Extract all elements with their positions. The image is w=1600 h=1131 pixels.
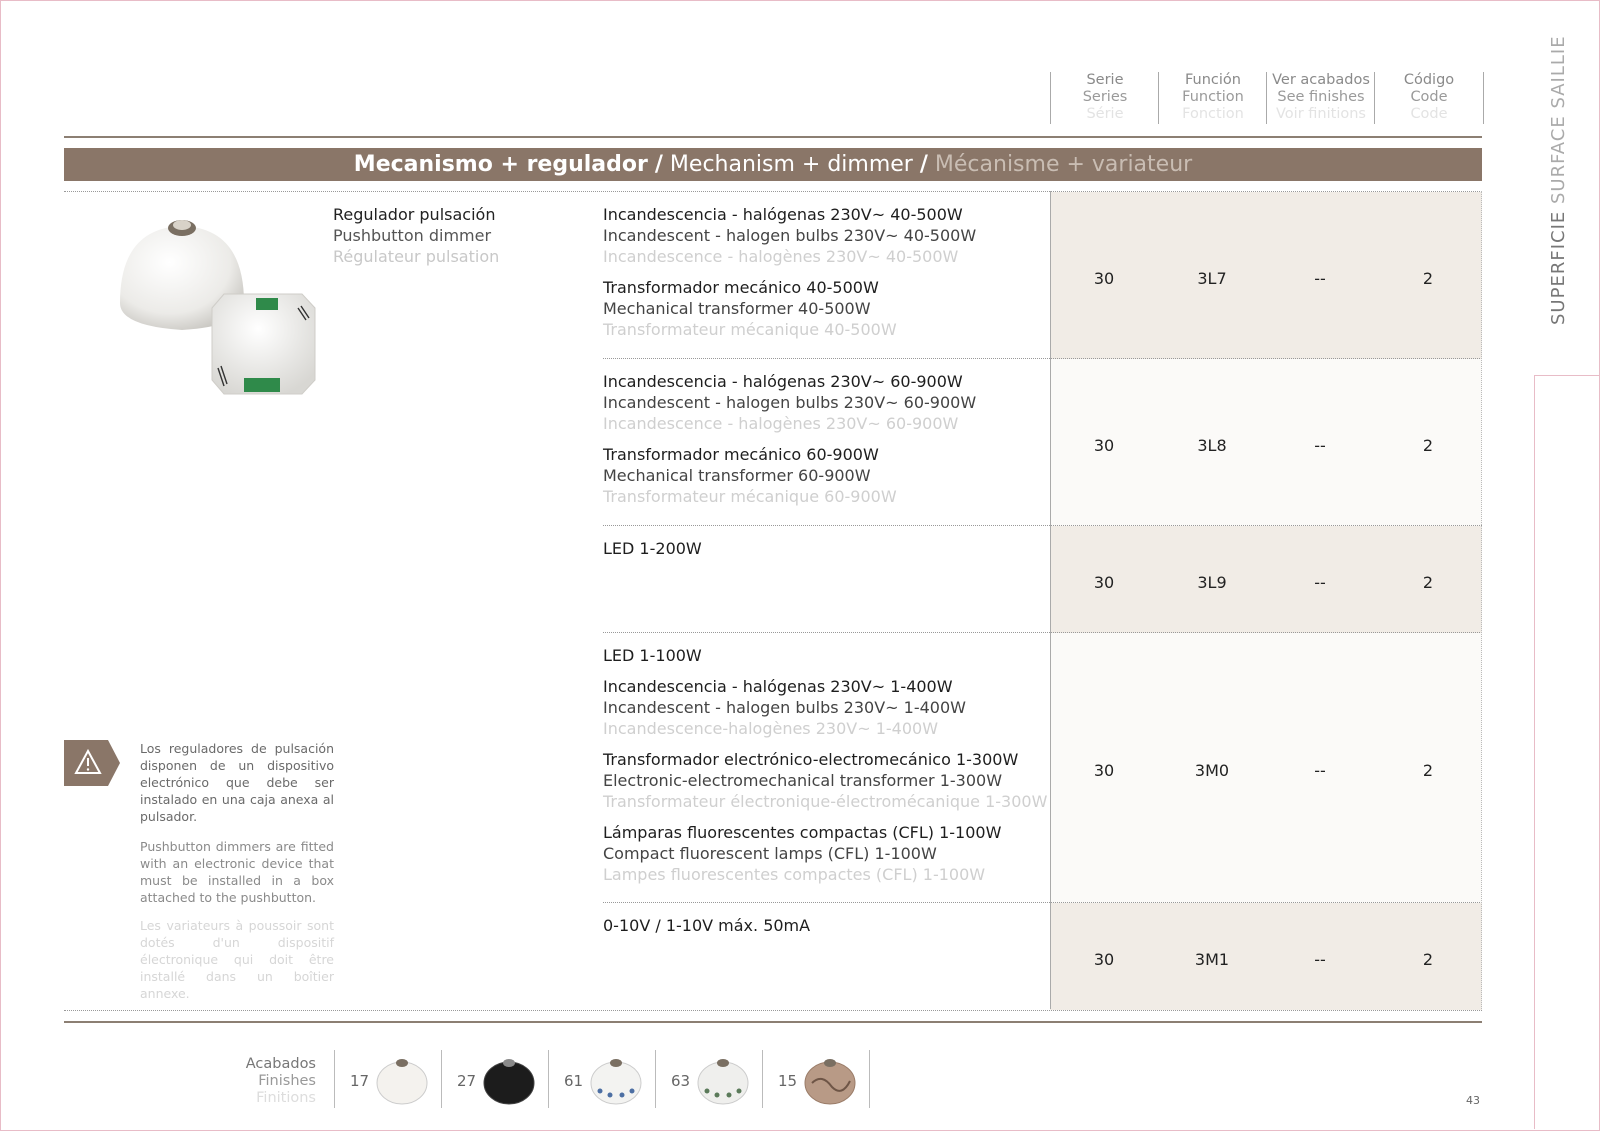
row-1-funcion: 3L7 [1197,269,1227,288]
table-row-3-description: LED 1-200W [603,539,702,558]
finish-swatch-15[interactable] [802,1053,858,1105]
finish-swatch-63[interactable] [695,1053,751,1105]
note-text-fr: Les variateurs à poussoir sont dotés d'un dispositif électronique qui doit être installé dans un boîtier annexe. [140,918,334,1001]
table-row-1-description: Incandescencia - halógenas 230V~ 40-500W Incandescent - halogen bulbs 230V~ 40-500W Incandescence - halogènes 230V~ 40-500W Transformador mecánico 40-500W Mechanical transformer 40-500W Transformateur mécanique 40-500W [603,205,977,339]
row-3-codigo: 2 [1422,573,1434,592]
bottom-rule [64,1021,1482,1023]
row-4-acabados: -- [1314,761,1326,780]
column-header-acabados: Ver acabados See finishes Voir finitions [1266,72,1375,124]
finish-separator [762,1050,763,1108]
finish-separator [655,1050,656,1108]
finish-code: 15 [778,1072,798,1090]
row-4-serie: 30 [1093,761,1115,780]
row-2-funcion: 3L8 [1197,436,1227,455]
column-header-codigo: Código Code Code [1374,72,1484,124]
column-header-serie: Serie Series Série [1050,72,1159,124]
finish-swatch-61[interactable] [588,1053,644,1105]
finish-swatch-27[interactable] [481,1053,537,1105]
row-3-funcion: 3L9 [1197,573,1227,592]
row-4-funcion: 3M0 [1194,761,1230,780]
finish-swatch-17[interactable] [374,1053,430,1105]
finish-separator [441,1050,442,1108]
row-divider [603,358,1482,359]
table-row-4-description: LED 1-100W Incandescencia - halógenas 230V~ 1-400W Incandescent - halogen bulbs 230V~ 1-400W Incandescence-halogènes 230V~ 1-400W Transformador electrónico-electromecánico 1-300W Electronic-electromechanical transformer 1-300W Transformateur électronique-électromécanique 1-300W Lámparas fluorescentes compactas (CFL) 1-100W Compact fluorescent lamps (CFL) 1-100W Lampes fluorescentes compactes (CFL) 1-100W [603,646,1048,884]
top-rule [64,136,1482,138]
side-tab-border-top [1534,375,1600,376]
row-2-acabados: -- [1314,436,1326,455]
row-divider [603,525,1482,526]
finish-separator [548,1050,549,1108]
note-text-es: Los reguladores de pulsación disponen de un dispositivo electrónico que debe ser instalado en una caja anexa al pulsador. [140,741,334,824]
table-row-5-description: 0-10V / 1-10V máx. 50mA [603,916,811,935]
finish-code: 17 [350,1072,370,1090]
side-tab-border [1534,375,1535,1129]
row-5-acabados: -- [1314,950,1326,969]
warning-icon [64,740,120,786]
product-image [112,208,322,408]
row-2-serie: 30 [1093,436,1115,455]
row-2-codigo: 2 [1422,436,1434,455]
row-3-serie: 30 [1093,573,1115,592]
row-divider [603,902,1482,903]
row-1-acabados: -- [1314,269,1326,288]
row-5-codigo: 2 [1422,950,1434,969]
note-text-en: Pushbutton dimmers are fitted with an electronic device that must be installed in a box attached to the pushbutton. [140,839,334,905]
row-3-acabados: -- [1314,573,1326,592]
row-divider [603,632,1482,633]
finish-code: 63 [671,1072,691,1090]
product-name: Regulador pulsación Pushbutton dimmer Régulateur pulsation [333,205,500,266]
row-5-serie: 30 [1093,950,1115,969]
finishes-label: Acabados Finishes Finitions [245,1056,316,1106]
row-5-funcion: 3M1 [1194,950,1230,969]
table-row-2-description: Incandescencia - halógenas 230V~ 60-900W Incandescent - halogen bulbs 230V~ 60-900W Incandescence - halogènes 230V~ 60-900W Transformador mecánico 60-900W Mechanical transformer 60-900W Transformateur mécanique 60-900W [603,372,977,506]
finish-code: 61 [564,1072,584,1090]
finish-separator [334,1050,335,1108]
finish-separator [869,1050,870,1108]
finish-code: 27 [457,1072,477,1090]
table-right-border [1481,191,1482,1009]
page-number: 43 [1466,1094,1480,1107]
column-header-funcion: Función Function Fonction [1158,72,1267,124]
row-1-serie: 30 [1093,269,1115,288]
section-title-bar: Mecanismo + regulador / Mechanism + dimmer / Mécanisme + variateur [64,148,1482,181]
dotted-rule-bottom [64,1010,1482,1011]
row-4-codigo: 2 [1422,761,1434,780]
side-tab-label: SUPERFICIE SURFACE SAILLIE [1548,35,1569,325]
row-1-codigo: 2 [1422,269,1434,288]
table-left-border [1050,191,1051,1009]
